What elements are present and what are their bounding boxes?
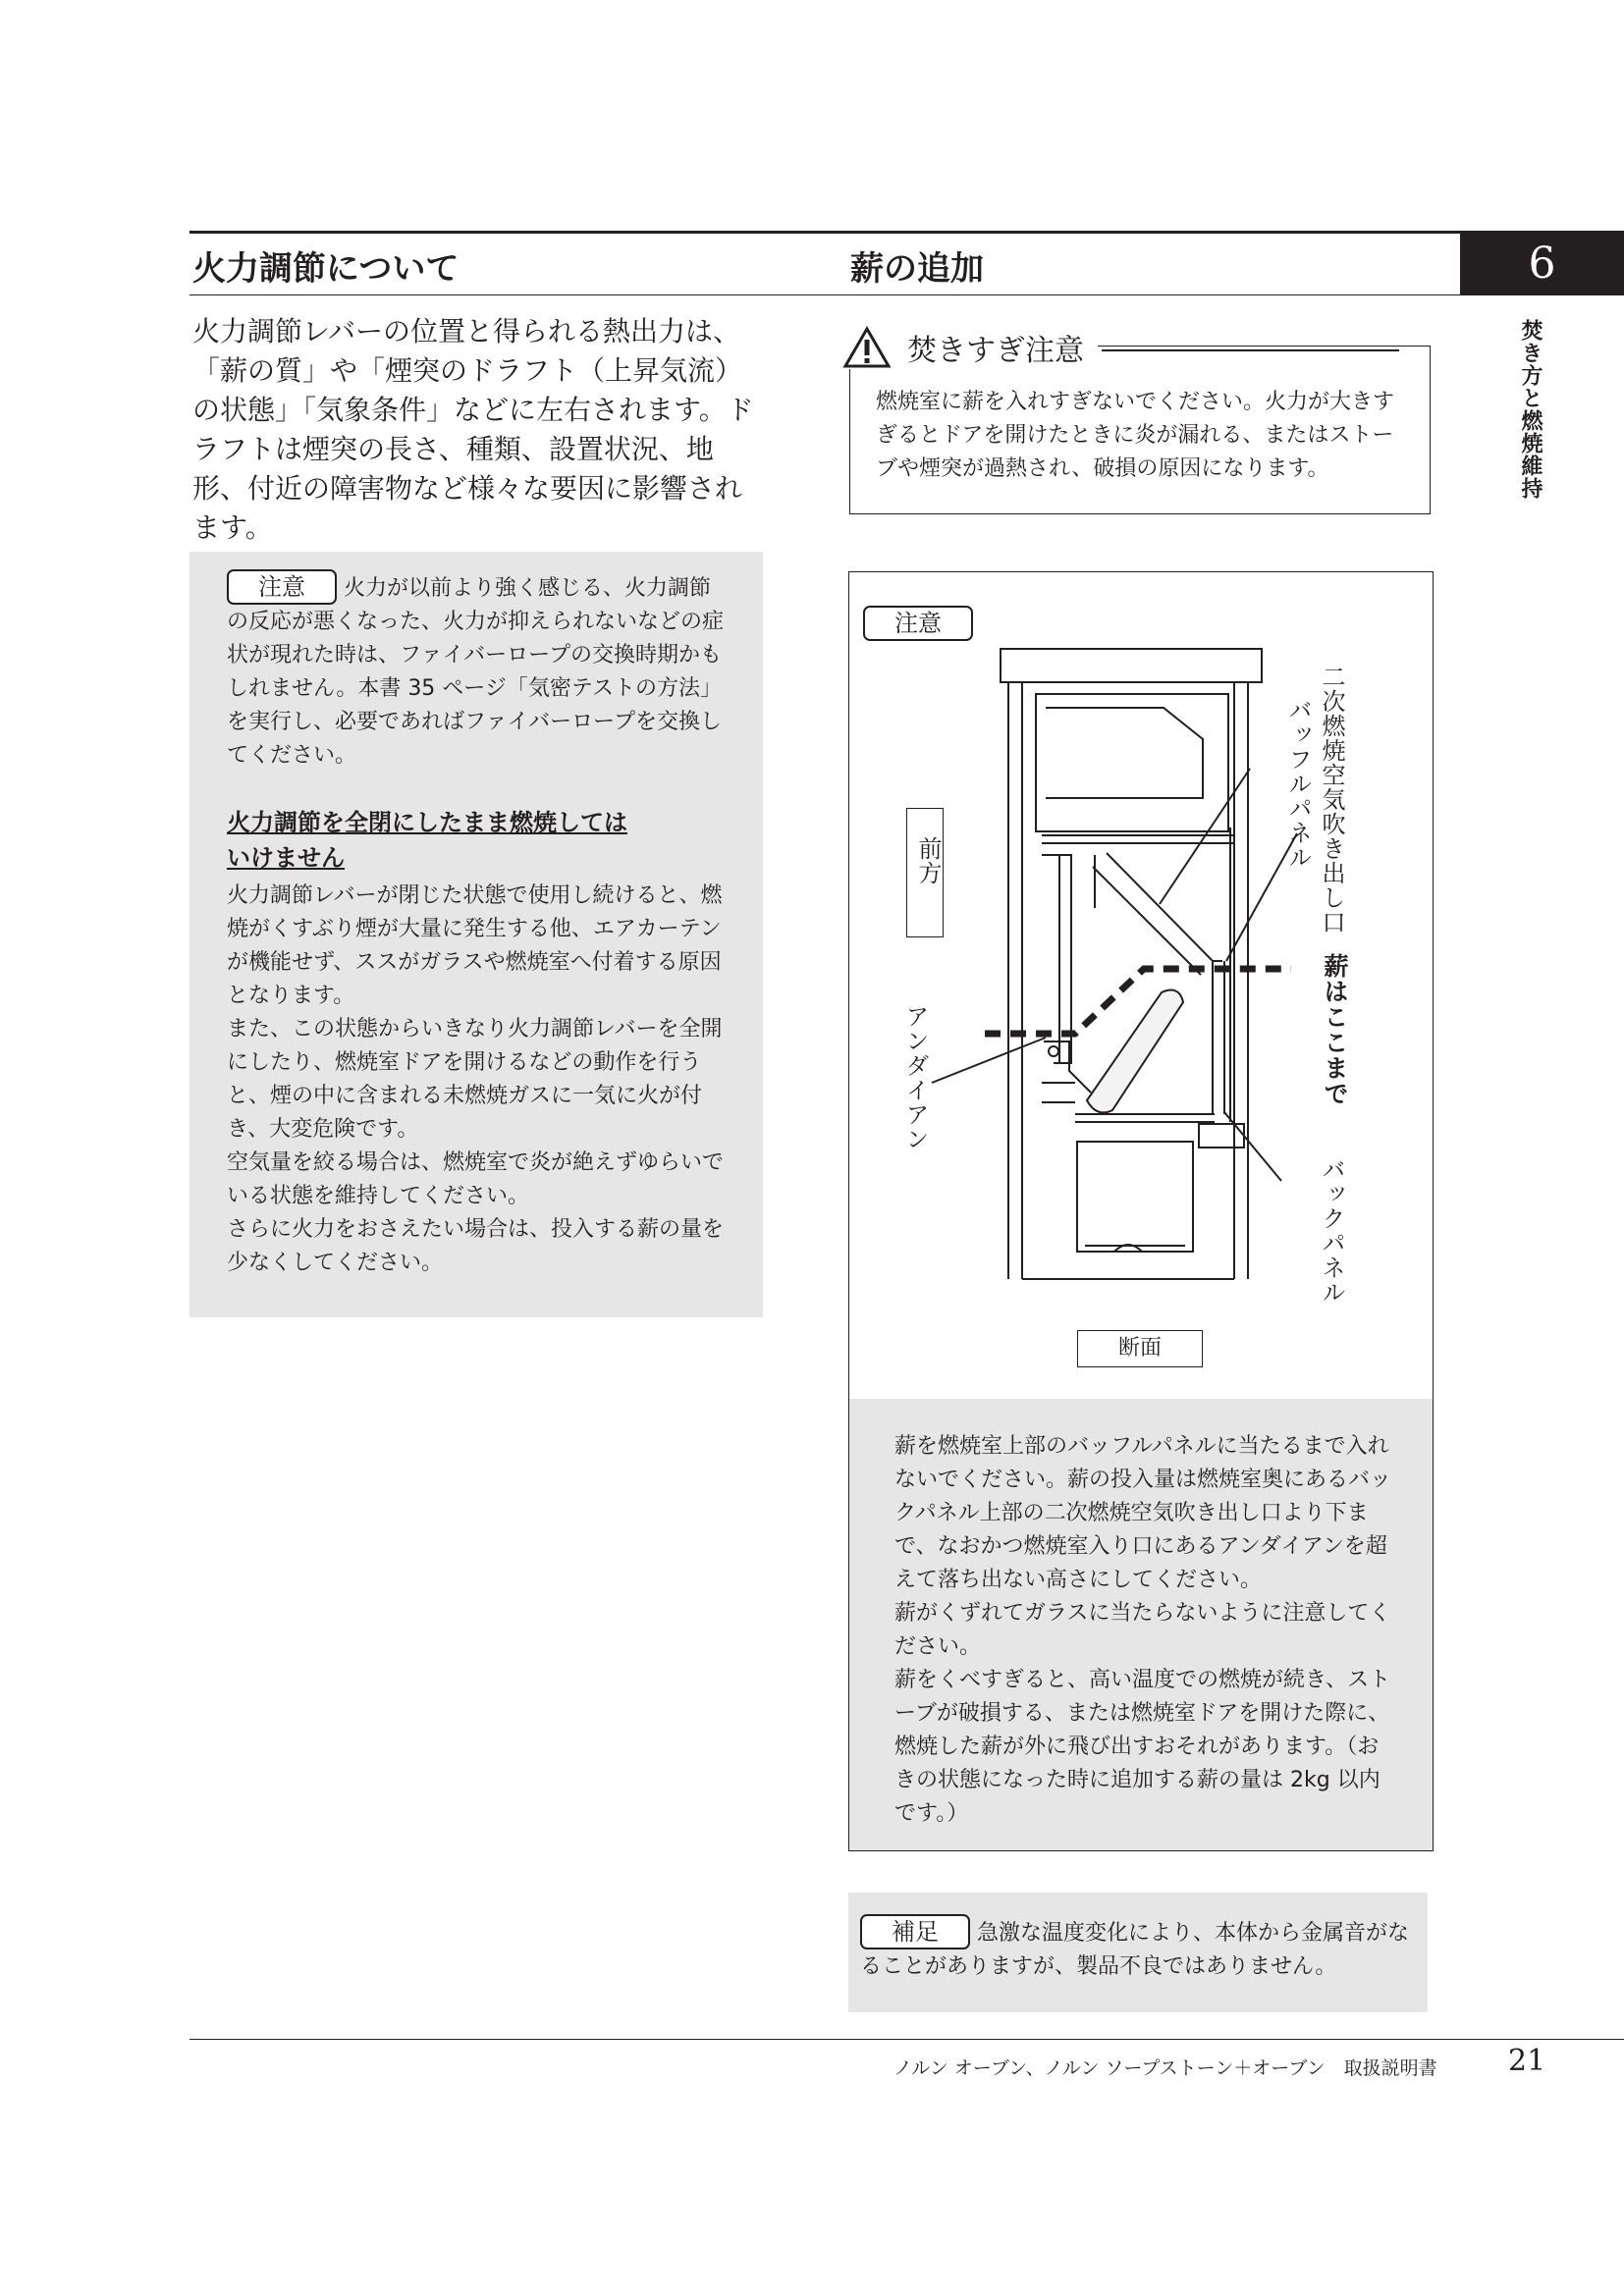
caution-lead-text: 火力が以前より強く感じる、火力調節の反応が悪くなった、火力が抑えられないなどの症状が現れた時は、ファイバーロープの交換時期かもしれません。本書 35 ページ「気密テストの方法」を実行し、必要であればファイバーロープを交換してください。 [227, 576, 725, 768]
figure-note-para-2: 薪がくずれてガラスに当たらないように注意してください。 [894, 1601, 1391, 1659]
subheading-line2: いけません [227, 844, 345, 872]
figure-note-para-1: 薪を燃焼室上部のバッフルパネルに当たるまで入れないでください。薪の投入量は燃焼室奥にあるバックパネル上部の二次燃焼空気吹き出し口より下まで、なおかつ燃焼室入り口にあるアンダイアンを超えて落ち出ない高さにしてください。 [894, 1434, 1392, 1592]
supplement-text: 急激な温度変化により、本体から金属音がなることがありますが、製品不良ではありません。 [860, 1921, 1410, 1979]
caution-box [189, 552, 763, 1317]
figure-caution-label: 注意 [863, 606, 973, 641]
section-title-heat-control: 火力調節について [192, 249, 460, 289]
header-underline [189, 294, 1460, 295]
section-title-add-wood: 薪の追加 [850, 249, 984, 289]
closed-warning-section [227, 805, 728, 1280]
label-baffle-panel: バッフルパネル [1284, 698, 1312, 870]
intro-paragraph: 火力調節レバーの位置と得られる熱出力は、「薪の質」や「煙突のドラフト（上昇気流）の状態」「気象条件」などに左右されます。ドラフトは煙突の長さ、種類、設置状況、地形、付近の障害物など様々な要因に影響されます。 [192, 315, 754, 544]
figure-note-text [894, 1430, 1393, 1831]
figure-note-para-3: 薪をくべすぎると、高い温度での燃焼が続き、ストーブが破損する、または燃焼室ドアを開けた際に、燃焼した薪が外に飛び出すおそれがあります。（おきの状態になった時に追加する薪の量は 2kg 以内です。） [894, 1668, 1391, 1826]
front-label: 前方 [914, 836, 942, 885]
warning-title-text: 焚きすぎ注意 [907, 334, 1084, 368]
closed-para-4: さらに火力をおさえたい場合は、投入する薪の量を少なくしてください。 [227, 1217, 725, 1275]
supplement-label: 補足 [860, 1914, 970, 1949]
chapter-side-tab: 焚き方と燃焼維持 [1518, 319, 1543, 500]
header-rule [189, 231, 1624, 234]
footer-manual-title: ノルン オーブン、ノルン ソープストーン＋オーブン 取扱説明書 [893, 2057, 1437, 2079]
supplement-content [860, 1914, 1418, 1984]
footer-rule [189, 2039, 1624, 2040]
warning-title-rule [1102, 349, 1399, 351]
warning-title [842, 326, 1098, 369]
warning-triangle-icon [842, 326, 892, 369]
label-back-panel: バックパネル [1318, 1157, 1345, 1305]
section-label: 断面 [1077, 1330, 1203, 1367]
supplement-box [848, 1893, 1428, 2012]
subheading-line1: 火力調節を全閉にしたまま燃焼しては [227, 809, 627, 836]
closed-para-1: 火力調節レバーが閉じた状態で使用し続けると、燃焼がくすぶり煙が大量に発生する他、エアカーテンが機能せず、ススがガラスや燃焼室へ付着する原因となります。 [227, 883, 723, 1008]
figure-frame [848, 571, 1434, 1851]
caution-label: 注意 [227, 569, 337, 605]
page-number: 21 [1508, 2044, 1546, 2078]
label-wood-limit: 薪はここまで [1321, 953, 1349, 1106]
closed-para-2: また、この状態からいきなり火力調節レバーを全開にしたり、燃焼室ドアを開けるなどの動作を行うと、煙の中に含まれる未燃焼ガスに一気に火が付き、大変危険です。 [227, 1017, 723, 1142]
label-andiron: アンダイアン [901, 1004, 929, 1151]
figure-note-area [849, 1399, 1433, 1850]
closed-para-3: 空気量を絞る場合は、燃焼室で炎が絶えずゆらいでいる状態を維持してください。 [227, 1150, 725, 1208]
warning-text: 燃焼室に薪を入れすぎないでください。火力が大きすぎるとドアを開けたときに炎が漏れる、またはストーブや煙突が過熱され、破損の原因になります。 [876, 390, 1395, 481]
caution-content [227, 569, 728, 773]
label-secondary-air-outlet: 二次燃焼空気吹き出し口 [1318, 665, 1345, 934]
chapter-number-badge: 6 [1460, 233, 1624, 295]
overfire-warning-box [849, 346, 1431, 514]
